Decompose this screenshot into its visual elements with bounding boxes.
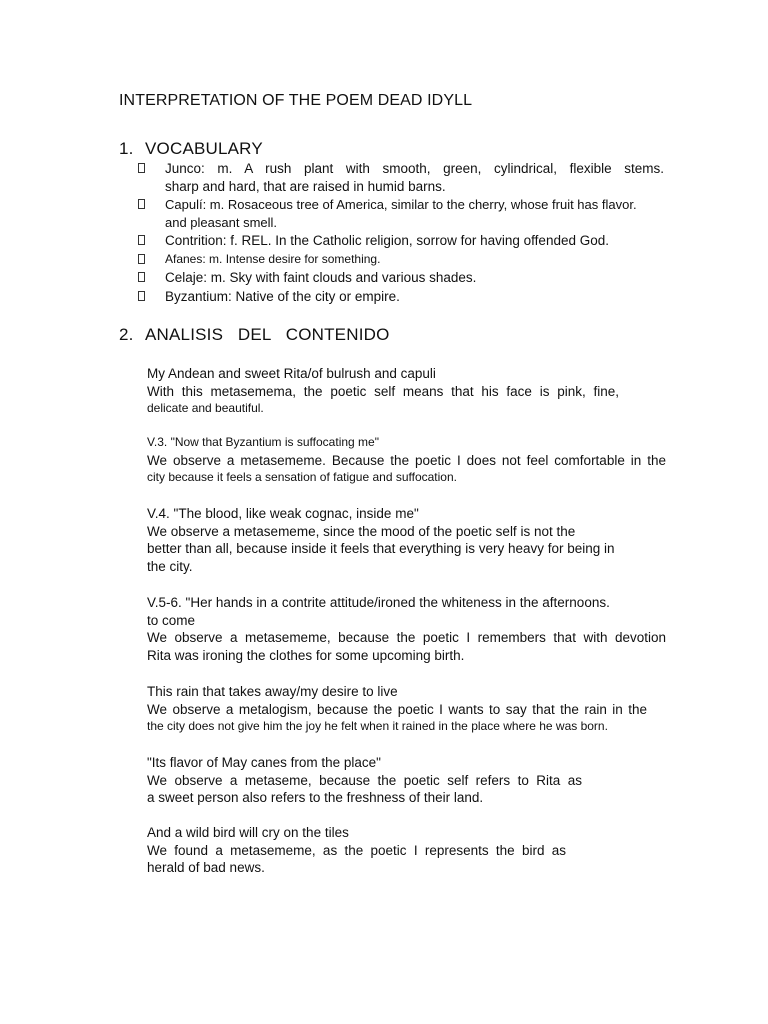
bullet-box-icon [138, 291, 145, 301]
analysis-block [147, 434, 666, 487]
analysis-block [147, 594, 666, 664]
verse-quote: V.5-6. "Her hands in a contrite attitude/ironed the whiteness in the afternoons. [147, 595, 610, 610]
verse-quote: V.4. "The blood, like weak cognac, inside me" [147, 506, 419, 521]
section-vocabulary-heading [119, 139, 263, 159]
analysis-block [147, 505, 666, 575]
document-title: INTERPRETATION OF THE POEM DEAD IDYLL [119, 92, 473, 109]
analysis-text: We observe a metalogism, because the poetic I wants to say that the rain in the [147, 701, 647, 717]
section-number: 1. [119, 139, 134, 158]
section-number: 2. [119, 325, 134, 344]
analysis-text: herald of bad news. [147, 860, 265, 875]
vocabulary-item [138, 160, 664, 195]
analysis-block [147, 365, 666, 418]
analysis-text: Rita was ironing the clothes for some upcoming birth. [147, 647, 465, 663]
vocabulary-item [138, 288, 664, 306]
analysis-text: better than all, because inside it feels that everything is very heavy for being in [147, 541, 615, 556]
section-title: ANALISIS DEL CONTENIDO [145, 325, 390, 344]
analysis-block [147, 824, 666, 877]
vocabulary-text: Byzantium: Native of the city or empire. [165, 288, 400, 304]
vocabulary-item [138, 269, 664, 287]
verse-quote-cont: to come [147, 612, 196, 628]
vocabulary-text: Junco: m. A rush plant with smooth, green, cylindrical, flexible stems. [165, 161, 664, 176]
vocabulary-item [138, 196, 664, 231]
vocabulary-item [138, 251, 664, 269]
analysis-text: the city. [147, 558, 193, 574]
analysis-text: We observe a metasememe, since the mood of the poetic self is not the [147, 523, 576, 539]
analysis-text: We observe a metasememe, because the poetic I remembers that with devotion [147, 630, 666, 645]
verse-quote: This rain that takes away/my desire to live [147, 684, 398, 699]
analysis-text: a sweet person also refers to the freshness of their land. [147, 790, 484, 805]
vocabulary-text-cont: sharp and hard, that are raised in humid barns. [165, 178, 446, 194]
vocabulary-text-cont: and pleasant smell. [165, 214, 278, 230]
vocabulary-item [138, 232, 664, 250]
section-analysis-heading [119, 325, 390, 345]
verse-quote: "Its flavor of May canes from the place" [147, 755, 381, 770]
analysis-text: the city does not give him the joy he felt when it rained in the place where he was born. [147, 719, 608, 733]
bullet-box-icon [138, 235, 145, 245]
analysis-text: city because it feels a sensation of fatigue and suffocation. [147, 470, 457, 484]
analysis-text: With this metasemema, the poetic self means that his face is pink, fine, [147, 383, 619, 399]
vocabulary-text: Celaje: m. Sky with faint clouds and various shades. [165, 270, 477, 285]
analysis-block [147, 754, 666, 807]
bullet-box-icon [138, 199, 145, 209]
section-title: VOCABULARY [145, 139, 263, 158]
analysis-text: delicate and beautiful. [147, 401, 264, 415]
vocabulary-list [138, 160, 664, 306]
vocabulary-text: Capulí: m. Rosaceous tree of America, similar to the cherry, whose fruit has flavor. [165, 197, 637, 212]
analysis-block [147, 683, 666, 736]
verse-quote: My Andean and sweet Rita/of bulrush and capuli [147, 366, 436, 381]
verse-quote: V.3. "Now that Byzantium is suffocating me" [147, 435, 379, 449]
bullet-box-icon [138, 163, 145, 173]
vocabulary-text: Contrition: f. REL. In the Catholic religion, sorrow for having offended God. [165, 233, 609, 248]
verse-quote: And a wild bird will cry on the tiles [147, 825, 349, 840]
bullet-box-icon [138, 272, 145, 282]
analysis-text: We found a metasememe, as the poetic I represents the bird as [147, 842, 566, 858]
bullet-box-icon [138, 254, 145, 264]
analysis-text: We observe a metaseme, because the poetic self refers to Rita as [147, 772, 582, 788]
vocabulary-text: Afanes: m. Intense desire for something. [165, 251, 381, 266]
analysis-text: We observe a metasememe. Because the poetic I does not feel comfortable in the [147, 452, 666, 468]
